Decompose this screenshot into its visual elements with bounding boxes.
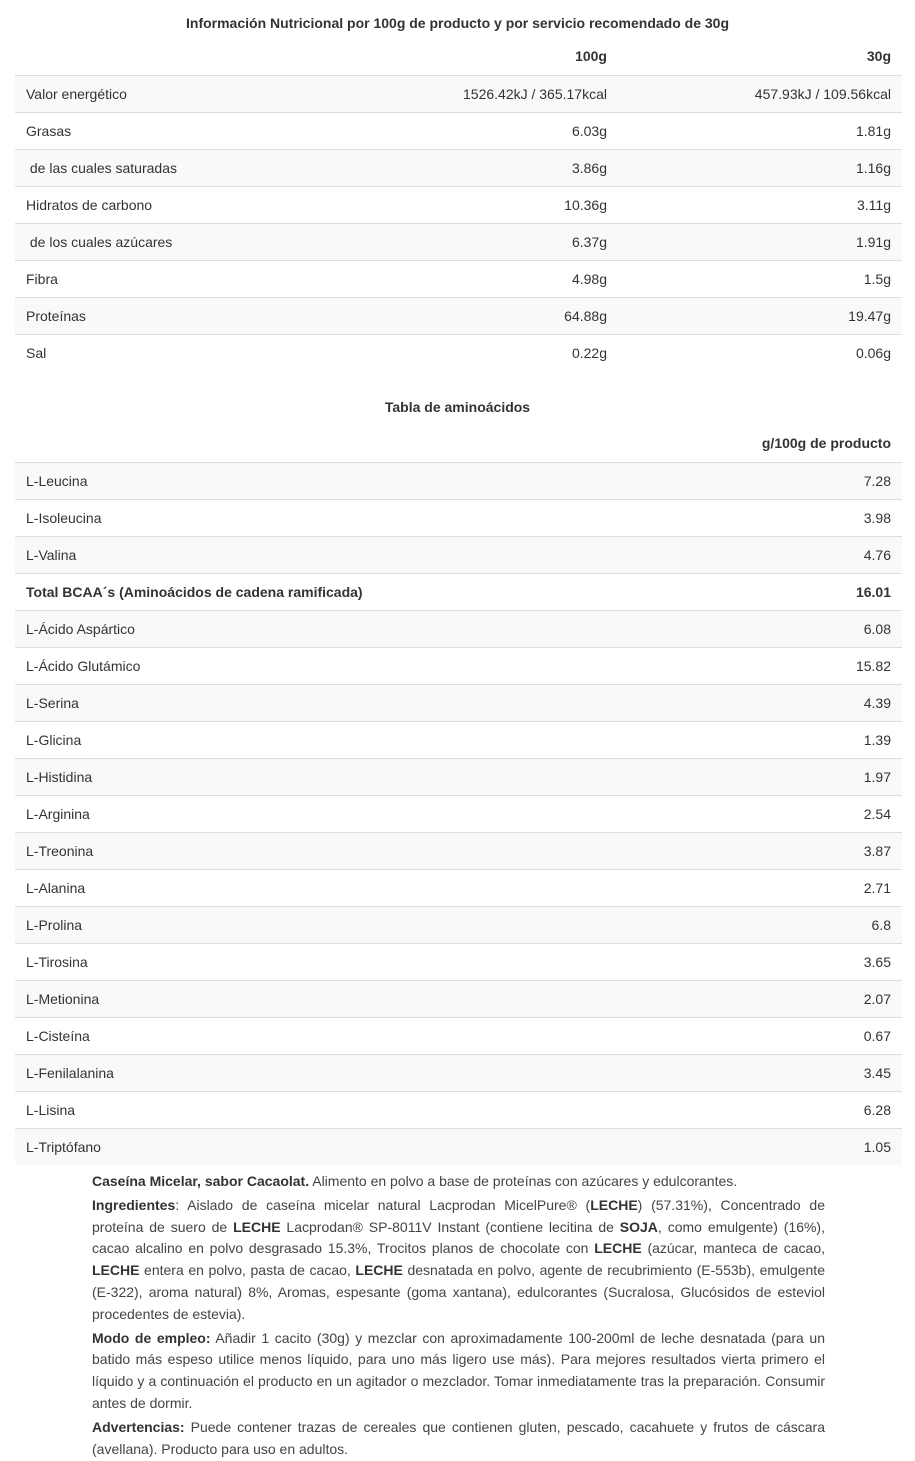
amino-value: 3.98 [602, 499, 902, 536]
amino-label: L-Serina [15, 684, 602, 721]
amino-label: L-Tirosina [15, 943, 602, 980]
amino-label: L-Ácido Aspártico [15, 610, 602, 647]
table-row [15, 943, 902, 980]
table-row [15, 149, 902, 186]
nutrient-label: Grasas [15, 112, 323, 149]
ingredients-paragraph [92, 1195, 825, 1326]
ingredients-text: , como emulgente) (16%), cacao alcalino en polvo desgrasado 15.3%, Trocitos planos de chocolate con [92, 1218, 825, 1257]
warnings-label: Advertencias: [92, 1418, 185, 1435]
ingredients-text: : Aislado de caseína micelar natural Lacprodan MicelPure® ( [175, 1196, 591, 1213]
column-header-30g: 30g [618, 38, 902, 75]
amino-label: L-Isoleucina [15, 499, 602, 536]
table-row [15, 112, 902, 149]
nutrient-label: de las cuales saturadas [15, 149, 323, 186]
ingredients-text: entera en polvo, pasta de cacao, [139, 1262, 356, 1279]
amino-value: 4.76 [602, 536, 902, 573]
nutrient-value-30g: 19.47g [618, 297, 902, 334]
table-row [15, 536, 902, 573]
table-row [15, 869, 902, 906]
amino-value: 0.67 [602, 1017, 902, 1054]
table-row [15, 1091, 902, 1128]
amino-value: 6.08 [602, 610, 902, 647]
nutrient-label: Sal [15, 334, 323, 371]
allergen-highlight: LECHE [233, 1218, 281, 1235]
amino-label: L-Leucina [15, 462, 602, 499]
column-header-100g: 100g [323, 38, 618, 75]
nutrient-value-30g: 0.06g [618, 334, 902, 371]
nutrient-label: Hidratos de carbono [15, 186, 323, 223]
nutrition-header-row [15, 38, 902, 75]
usage-paragraph [92, 1328, 825, 1415]
nutrient-value-30g: 457.93kJ / 109.56kcal [618, 75, 902, 112]
nutrient-value-30g: 1.81g [618, 112, 902, 149]
amino-value: 1.97 [602, 758, 902, 795]
table-row [15, 334, 902, 371]
nutrition-table [15, 38, 902, 371]
allergen-highlight: LECHE [355, 1262, 403, 1279]
amino-value: 2.54 [602, 795, 902, 832]
nutrient-value-100g: 1526.42kJ / 365.17kcal [323, 75, 618, 112]
amino-value: 16.01 [602, 573, 902, 610]
nutrient-value-30g: 1.5g [618, 260, 902, 297]
table-row [15, 610, 902, 647]
amino-label: L-Histidina [15, 758, 602, 795]
amino-label: L-Prolina [15, 906, 602, 943]
amino-value: 1.39 [602, 721, 902, 758]
table-row [15, 906, 902, 943]
amino-table-body [15, 462, 902, 1165]
table-row [15, 721, 902, 758]
amino-value: 6.28 [602, 1091, 902, 1128]
nutrient-label: de los cuales azúcares [15, 223, 323, 260]
amino-label: L-Lisina [15, 1091, 602, 1128]
nutrition-table-body [15, 75, 902, 371]
ingredients-text: Lacprodan® SP-8011V Instant (contiene lecitina de [280, 1218, 620, 1235]
table-row [15, 75, 902, 112]
nutrient-value-100g: 0.22g [323, 334, 618, 371]
table-row [15, 1128, 902, 1165]
amino-header-empty [15, 425, 602, 462]
allergen-highlight: LECHE [590, 1196, 638, 1213]
table-row [15, 684, 902, 721]
nutrient-value-100g: 64.88g [323, 297, 618, 334]
nutrient-value-100g: 4.98g [323, 260, 618, 297]
nutrient-value-30g: 1.16g [618, 149, 902, 186]
nutrient-label: Proteínas [15, 297, 323, 334]
nutrient-value-100g: 6.37g [323, 223, 618, 260]
amino-table [15, 425, 902, 1165]
amino-label: L-Arginina [15, 795, 602, 832]
nutrient-value-30g: 3.11g [618, 186, 902, 223]
table-row [15, 223, 902, 260]
nutrient-value-100g: 3.86g [323, 149, 618, 186]
table-row [15, 795, 902, 832]
amino-value: 6.8 [602, 906, 902, 943]
warnings-text: Puede contener trazas de cereales que contienen gluten, pescado, cacahuete y frutos de cáscara (avellana). Producto para uso en adultos. [92, 1418, 825, 1457]
table-row [15, 462, 902, 499]
nutrient-label: Valor energético [15, 75, 323, 112]
product-name: Caseína Micelar, sabor Cacaolat. [92, 1173, 310, 1189]
amino-label: L-Fenilalanina [15, 1054, 602, 1091]
nutrient-value-30g: 1.91g [618, 223, 902, 260]
amino-value: 1.05 [602, 1128, 902, 1165]
amino-value: 2.07 [602, 980, 902, 1017]
amino-value: 3.87 [602, 832, 902, 869]
product-summary-text: Alimento en polvo a base de proteínas con azúcares y edulcorantes. [309, 1173, 738, 1189]
nutrient-value-100g: 10.36g [323, 186, 618, 223]
table-row [15, 186, 902, 223]
nutrient-label: Fibra [15, 260, 323, 297]
amino-label: Total BCAA´s (Aminoácidos de cadena ramificada) [15, 573, 602, 610]
nutrition-table-title: Información Nutricional por 100g de producto y por servicio recomendado de 30g [186, 15, 729, 31]
amino-header-row [15, 425, 902, 462]
usage-label: Modo de empleo: [92, 1329, 211, 1346]
amino-label: L-Valina [15, 536, 602, 573]
table-row [15, 647, 902, 684]
table-row [15, 758, 902, 795]
amino-label: L-Ácido Glutámico [15, 647, 602, 684]
amino-label: L-Treonina [15, 832, 602, 869]
product-summary [92, 1171, 825, 1193]
ingredients-text: ) (57.31%), Concentrado de proteína de suero de [92, 1196, 825, 1235]
table-row [15, 297, 902, 334]
allergen-highlight: SOJA [619, 1218, 658, 1235]
amino-label: L-Metionina [15, 980, 602, 1017]
amino-value: 2.71 [602, 869, 902, 906]
amino-label: L-Cisteína [15, 1017, 602, 1054]
amino-value: 4.39 [602, 684, 902, 721]
product-description [92, 1171, 825, 1460]
table-row [15, 980, 902, 1017]
allergen-highlight: LECHE [594, 1240, 642, 1257]
ingredients-text: (azúcar, manteca de cacao, [641, 1240, 826, 1257]
table-row [15, 499, 902, 536]
amino-label: L-Triptófano [15, 1128, 602, 1165]
allergen-highlight: LECHE [92, 1262, 140, 1279]
table-row [15, 260, 902, 297]
ingredients-text: desnatada en polvo, agente de recubrimiento (E-553b), emulgente (E-322), aroma natural) 8%, Aromas, espesante (goma xantana), edulcorantes (Sucralosa, Glucósidos de esteviol procedentes de estevia). [92, 1262, 825, 1322]
nutrition-header-empty [15, 38, 323, 75]
table-row [15, 573, 902, 610]
ingredients-label: Ingredientes [92, 1196, 176, 1213]
column-header-per-100g: g/100g de producto [602, 425, 902, 462]
amino-value: 7.28 [602, 462, 902, 499]
usage-text: Añadir 1 cacito (30g) y mezclar con aproximadamente 100-200ml de leche desnatada (para un batido más espeso utilice menos líquido, para uno más ligero use más). Para mejores resultados vierta primero el líquido y a continuación el producto en un agitador o mezclador. Tomar inmediatamente tras la preparación. Consumir antes de dormir. [92, 1329, 825, 1411]
amino-label: L-Alanina [15, 869, 602, 906]
table-row [15, 1017, 902, 1054]
amino-value: 15.82 [602, 647, 902, 684]
amino-table-title: Tabla de aminoácidos [384, 399, 531, 415]
amino-value: 3.45 [602, 1054, 902, 1091]
table-row [15, 1054, 902, 1091]
amino-label: L-Glicina [15, 721, 602, 758]
warnings-paragraph [92, 1417, 825, 1461]
amino-value: 3.65 [602, 943, 902, 980]
nutrient-value-100g: 6.03g [323, 112, 618, 149]
table-row [15, 832, 902, 869]
